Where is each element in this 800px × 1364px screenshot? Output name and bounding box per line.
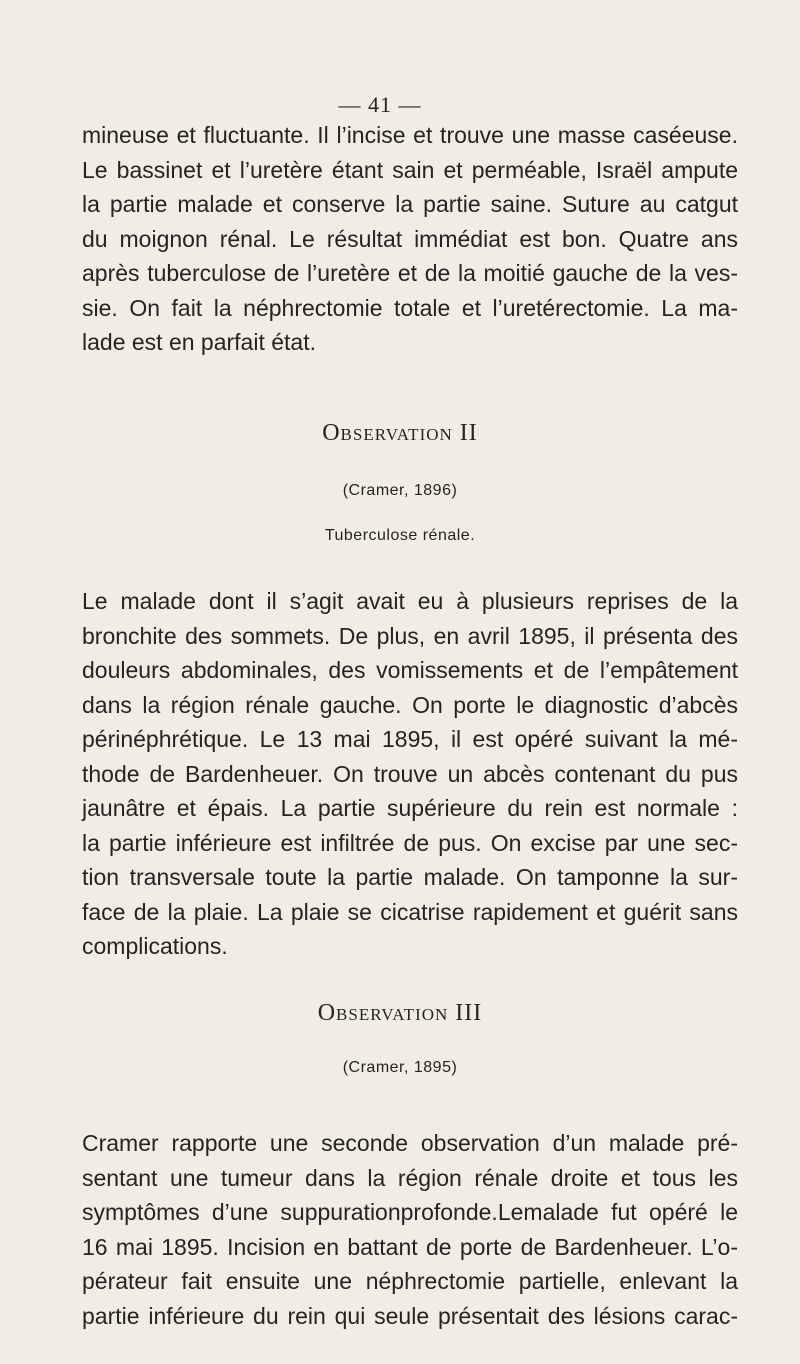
text-line: complications. — [82, 933, 228, 959]
text-line: douleurs abdominales, des vomissements et de l’empâtement — [82, 657, 738, 683]
text-line: sie. On fait la néphrectomie totale et l’uretérectomie. La ma- — [82, 294, 738, 321]
observation-2-body — [82, 584, 738, 964]
observation-3-source: (Cramer, 1895) — [342, 1059, 458, 1076]
text-line: Le malade dont il s’agit avait eu à plusieurs reprises de la — [82, 588, 738, 614]
text-line: Cramer rapporte une seconde observation d’un malade pré- — [82, 1130, 738, 1156]
text-line: dans la région rénale gauche. On porte le diagnostic d’abcès — [82, 691, 738, 718]
text-line: périnéphrétique. Le 13 mai 1895, il est opéré suivant la mé- — [82, 726, 738, 752]
text-line: pérateur fait ensuite une néphrectomie partielle, enlevant la — [82, 1268, 738, 1294]
text-line: lade est en parfait état. — [82, 329, 316, 355]
observation-3-title: Observation III — [317, 1000, 483, 1026]
text-line: face de la plaie. La plaie se cicatrise rapidement et guérit sans — [82, 898, 738, 925]
text-line: après tuberculose de l’uretère et de la moitié gauche de la ves- — [82, 260, 738, 286]
text-line: la partie malade et conserve la partie saine. Suture au catgut — [82, 191, 738, 217]
text-line: du moignon rénal. Le résultat immédiat est bon. Quatre ans — [82, 225, 738, 252]
page-number: — 41 — — [338, 92, 422, 117]
text-line: thode de Bardenheuer. On trouve un abcès contenant du pus — [82, 760, 738, 787]
text-line: bronchite des sommets. De plus, en avril 1895, il présenta des — [82, 622, 738, 649]
observation-3-body — [82, 1126, 738, 1333]
observation-2-subtitle: Tuberculose rénale. — [324, 527, 476, 544]
text-line: mineuse et fluctuante. Il l’incise et trouve une masse caséeuse. — [82, 122, 738, 148]
paragraph-continuation — [82, 118, 738, 360]
text-line: partie inférieure du rein qui seule présentait des lésions carac- — [82, 1302, 738, 1329]
text-line: 16 mai 1895. Incision en battant de porte de Bardenheuer. L’o- — [82, 1233, 738, 1260]
text-line: la partie inférieure est infiltrée de pus. On excise par une sec- — [82, 829, 738, 856]
observation-2-title: Observation II — [322, 420, 478, 446]
text-line: tion transversale toute la partie malade. On tamponne la sur- — [82, 864, 738, 890]
observation-2-source: (Cramer, 1896) — [342, 482, 458, 499]
text-line: sentant une tumeur dans la région rénale droite et tous les — [82, 1164, 738, 1191]
text-line: jaunâtre et épais. La partie supérieure du rein est normale : — [82, 795, 738, 821]
text-line: symptômes d’une suppurationprofonde.Lemalade fut opéré le — [82, 1199, 738, 1225]
text-line: Le bassinet et l’uretère étant sain et perméable, Israël ampute — [82, 156, 738, 183]
